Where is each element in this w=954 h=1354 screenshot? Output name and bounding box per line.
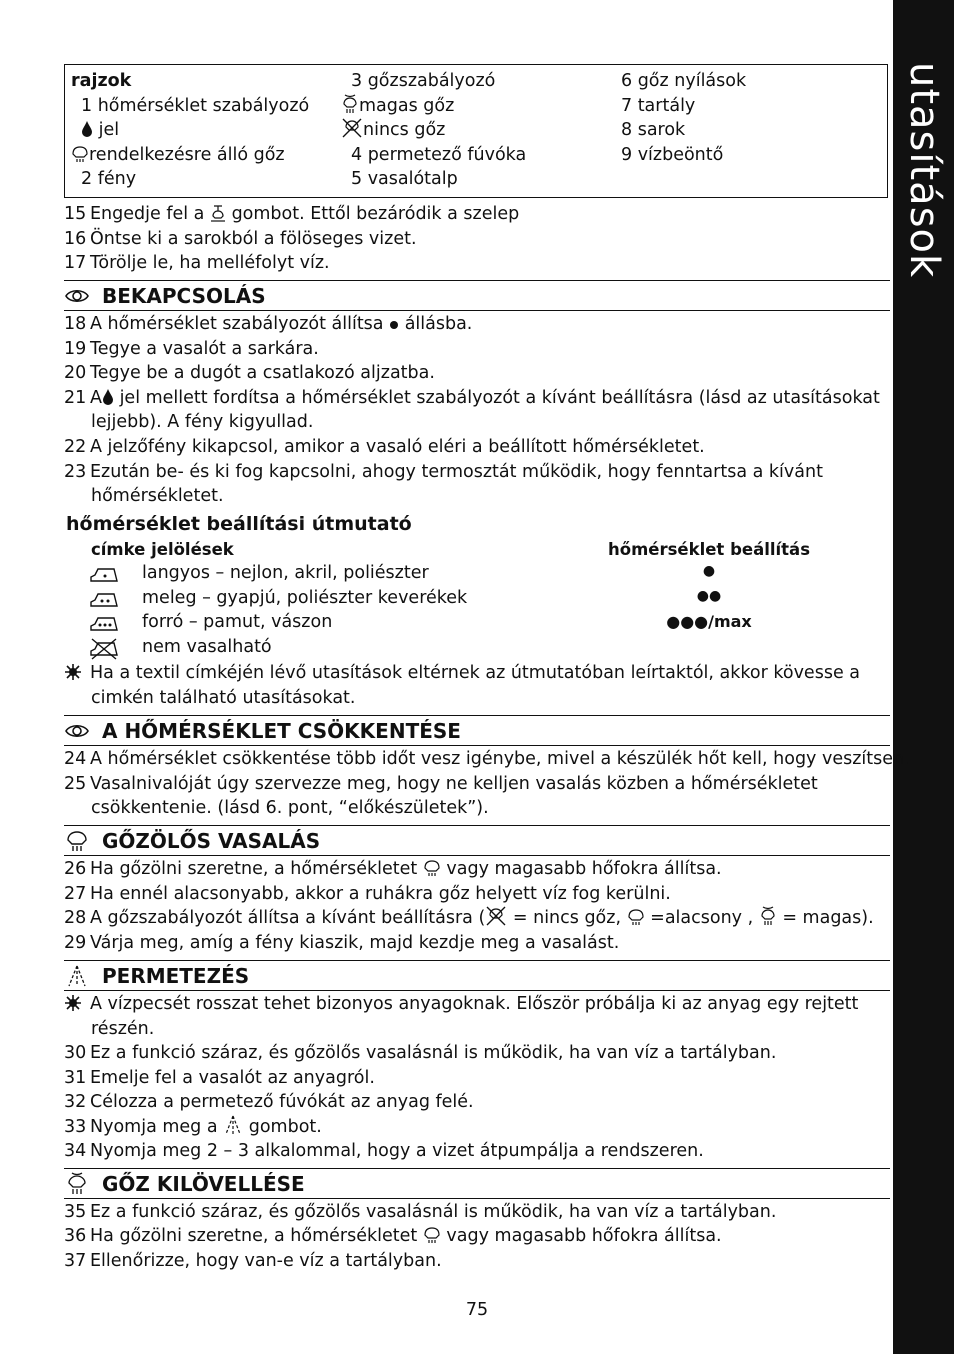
step-number: 26 <box>64 859 87 879</box>
step-number: 18 <box>64 314 87 334</box>
sidebar-title: utasítások <box>901 62 947 279</box>
parts-item: 5 vasalótalp <box>351 169 458 189</box>
drop-icon <box>81 120 93 138</box>
warning-star-icon <box>64 994 82 1012</box>
note-text: Ha a textil címkéjén lévő utasítások eltérnek az útmutatóban leírtaktól, akkor kövesse a <box>90 663 860 683</box>
step-text: Ha gőzölni szeretne, a hőmérsékletet <box>90 859 418 879</box>
steam-available-icon <box>71 145 89 163</box>
parts-column-2 <box>341 69 526 192</box>
step-line <box>64 882 671 907</box>
step-line <box>64 1041 776 1066</box>
step-number: 28 <box>64 908 87 928</box>
parts-item-label: magas gőz <box>359 95 455 116</box>
step-text: gombot. <box>248 1117 322 1137</box>
step-number: 31 <box>64 1068 87 1088</box>
step-continuation: lejjebb). A fény kigyullad. <box>91 412 314 432</box>
step-number: 32 <box>64 1092 87 1112</box>
step-line <box>64 435 705 460</box>
step-text: vagy magasabb hőfokra állítsa. <box>446 1226 722 1246</box>
guide-row-setting: ●● <box>696 588 722 604</box>
step-number: 35 <box>64 1202 87 1222</box>
iron-three-dots-icon <box>88 614 120 634</box>
step-number: 19 <box>64 339 87 359</box>
iron-two-dots-icon <box>88 590 120 610</box>
guide-row-label: meleg – gyapjú, poliészter keverékek <box>142 588 468 608</box>
high-steam-icon <box>759 906 777 926</box>
step-line <box>64 1115 322 1140</box>
section-title: GŐZÖLŐS VASALÁS <box>102 829 321 853</box>
drop-icon <box>102 388 114 406</box>
no-steam-icon <box>341 118 363 138</box>
section-title: PERMETEZÉS <box>102 964 250 988</box>
guide-row-setting: ●●●/max <box>666 612 752 631</box>
steam-available-icon <box>423 1226 441 1244</box>
step-text: A gőzszabályozót állítsa a kívánt beállításra ( <box>90 908 486 928</box>
step-line <box>64 857 722 882</box>
section-header-steam-burst <box>64 1168 890 1199</box>
note-continuation: részén. <box>91 1019 155 1039</box>
step-number: 25 <box>64 774 87 794</box>
parts-item: 8 sarok <box>621 120 686 140</box>
step-number: 36 <box>64 1226 87 1246</box>
parts-box <box>64 64 888 198</box>
step-text: gombot. Ettől bezáródik a szelep <box>231 204 520 224</box>
step-number: 29 <box>64 933 87 953</box>
high-steam-icon <box>341 94 359 114</box>
step-text: jel mellett fordítsa a hőmérséklet szabályozót a kívánt beállításra (lásd az utasításokat <box>119 388 880 408</box>
step-number: 34 <box>64 1141 87 1161</box>
step-number: 17 <box>64 253 87 273</box>
parts-item <box>71 118 309 143</box>
step-text: Vasalnivalóját úgy szervezze meg, hogy ne kelljen vasalás közben a hőmérsékletet <box>90 774 818 794</box>
step-text: vagy magasabb hőfokra állítsa. <box>446 859 722 879</box>
note-line <box>64 661 860 686</box>
step-number: 33 <box>64 1117 87 1137</box>
step-text: Várja meg, amíg a fény kiaszik, majd kezdje meg a vasalást. <box>90 933 620 953</box>
guide-row-label: nem vasalható <box>142 637 272 657</box>
parts-title: rajzok <box>71 71 132 91</box>
step-text: Ezután be- és ki fog kapcsolni, ahogy termosztát működik, hogy fenntartsa a kívánt <box>90 462 823 482</box>
parts-item <box>341 94 526 119</box>
step-text: = magas). <box>782 908 874 928</box>
step-text: Öntse ki a sarokból a fölöseges vizet. <box>90 229 417 249</box>
section-title: BEKAPCSOLÁS <box>102 284 266 308</box>
step-text: Tegye a vasalót a sarkára. <box>90 339 319 359</box>
step-line <box>64 386 880 411</box>
step-continuation: csökkentenie. (lásd 6. pont, “előkészületek”). <box>91 798 489 818</box>
parts-item: 9 vízbeöntő <box>621 144 724 165</box>
step-text: állásba. <box>404 314 473 334</box>
parts-item <box>341 118 526 143</box>
section-header-cool-down <box>64 715 890 746</box>
step-text: Ez a funkció száraz, és gőzölős vasalásnál is működik, ha van víz a tartályban. <box>90 1043 777 1063</box>
step-text: Célozza a permetező fúvókát az anyag felé. <box>90 1092 474 1112</box>
spray-icon <box>223 1115 243 1135</box>
step-text: =alacsony , <box>650 908 754 928</box>
step-number: 15 <box>64 204 87 224</box>
step-text: Nyomja meg a <box>90 1117 218 1137</box>
low-steam-icon <box>627 908 645 926</box>
step-number: 16 <box>64 229 87 249</box>
step-line <box>64 906 874 931</box>
section-title: GŐZ KILÖVELLÉSE <box>102 1172 305 1196</box>
iron-one-dot-icon <box>88 565 120 585</box>
parts-item: 3 gőzszabályozó <box>351 71 496 91</box>
dot-icon <box>389 316 399 332</box>
step-line <box>64 1249 442 1274</box>
step-text: A jelzőfény kikapcsol, amikor a vasaló eléri a beállított hőmérsékletet. <box>90 437 705 457</box>
step-line <box>64 1200 776 1225</box>
step-line <box>64 1066 375 1091</box>
note-line <box>64 992 858 1017</box>
step-line <box>64 1090 474 1115</box>
parts-item <box>71 143 309 168</box>
step-text: A hőmérséklet szabályozót állítsa <box>90 314 384 334</box>
steam-burst-icon <box>64 1172 90 1196</box>
section-header-switch-on <box>64 280 890 311</box>
do-not-iron-icon <box>88 638 120 660</box>
guide-col-setting: hőmérséklet beállítás <box>608 540 811 559</box>
step-line <box>64 747 910 772</box>
step-number: 37 <box>64 1251 87 1271</box>
eye-icon <box>64 719 90 743</box>
note-continuation: cimkén található utasításokat. <box>91 688 356 708</box>
step-number: 30 <box>64 1043 87 1063</box>
step-line <box>64 361 435 386</box>
parts-item: 7 tartály <box>621 95 696 116</box>
parts-item-label: rendelkezésre álló gőz <box>89 144 285 165</box>
step-line <box>64 312 472 337</box>
step-line <box>64 227 417 252</box>
parts-item-label: nincs gőz <box>363 120 446 140</box>
step-number: 21 <box>64 388 87 408</box>
parts-item: 4 permetező fúvóka <box>351 144 527 165</box>
parts-column-3 <box>621 69 746 167</box>
step-text: Ez a funkció száraz, és gőzölős vasalásnál is működik, ha van víz a tartályban. <box>90 1202 777 1222</box>
step-number: 24 <box>64 749 87 769</box>
guide-row-setting: ● <box>702 563 716 579</box>
step-line <box>64 1139 704 1164</box>
step-text: Ellenőrizze, hogy van-e víz a tartályban. <box>90 1251 442 1271</box>
parts-item: 2 fény <box>81 169 137 189</box>
step-text: A hőmérséklet csökkentése több időt vesz igénybe, mivel a készülék hőt kell, hogy veszítsen. <box>90 749 910 769</box>
note-text: A vízpecsét rosszat tehet bizonyos anyagoknak. Először próbálja ki az anyag egy rejtett <box>90 994 859 1014</box>
parts-item: 6 gőz nyílások <box>621 71 747 91</box>
step-text: Ha gőzölni szeretne, a hőmérsékletet <box>90 1226 418 1246</box>
step-text: Tegye be a dugót a csatlakozó aljzatba. <box>90 363 435 383</box>
parts-column-1 <box>71 69 309 192</box>
step-continuation: hőmérsékletet. <box>91 486 224 506</box>
section-header-steam-ironing <box>64 825 890 856</box>
step-line <box>64 931 619 956</box>
step-text: Engedje fel a <box>90 204 205 224</box>
step-line <box>64 202 519 227</box>
step-text: Ha ennél alacsonyabb, akkor a ruhákra gőz helyett víz fog kerülni. <box>90 884 671 904</box>
step-number: 20 <box>64 363 87 383</box>
step-line <box>64 772 818 797</box>
guide-title: hőmérséklet beállítási útmutató <box>66 513 412 535</box>
parts-item: 1 hőmérséklet szabályozó <box>81 95 310 116</box>
step-text: Nyomja meg 2 – 3 alkalommal, hogy a vizet átpumpálja a rendszeren. <box>90 1141 704 1161</box>
steam-icon <box>64 829 90 853</box>
warning-star-icon <box>64 663 82 681</box>
guide-col-label: címke jelölések <box>91 540 234 559</box>
section-title: A HŐMÉRSÉKLET CSÖKKENTÉSE <box>102 719 461 743</box>
step-number: 22 <box>64 437 87 457</box>
step-text: = nincs gőz, <box>512 908 622 928</box>
spray-icon <box>64 964 90 988</box>
section-header-spray <box>64 960 890 991</box>
step-number: 23 <box>64 462 87 482</box>
guide-row-label: forró – pamut, vászon <box>142 612 333 632</box>
step-line <box>64 337 319 362</box>
page-number: 75 <box>465 1300 489 1320</box>
step-text: Emelje fel a vasalót az anyagról. <box>90 1068 375 1088</box>
step-text: A <box>90 388 102 408</box>
step-line <box>64 1224 722 1249</box>
parts-item-label: jel <box>98 120 120 140</box>
step-line <box>64 460 823 485</box>
step-line <box>64 251 330 276</box>
steam-release-icon <box>210 204 226 222</box>
no-steam-icon <box>485 906 507 926</box>
step-number: 27 <box>64 884 87 904</box>
step-text: Törölje le, ha melléfolyt víz. <box>90 253 330 273</box>
steam-available-icon <box>423 859 441 877</box>
eye-icon <box>64 284 90 308</box>
guide-row-label: langyos – nejlon, akril, poliészter <box>142 563 429 583</box>
